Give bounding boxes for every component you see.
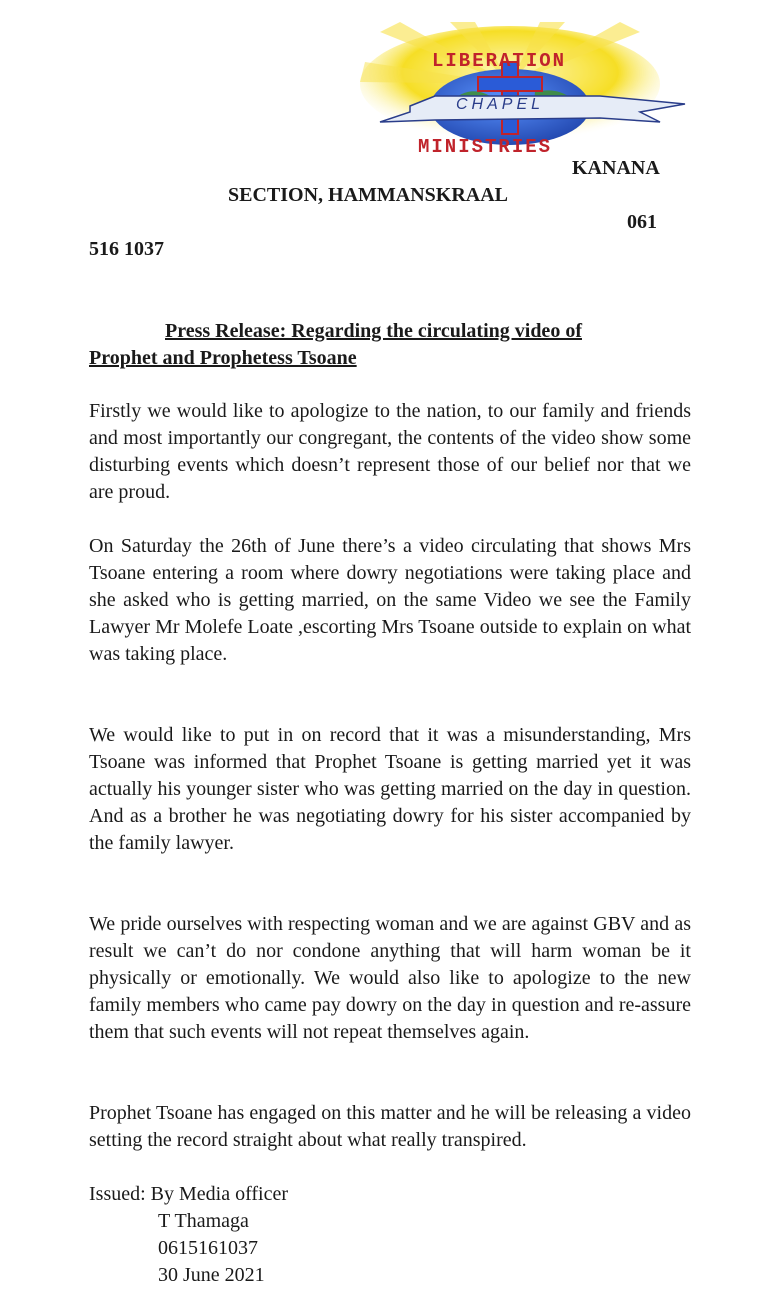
logo-text-chapel: CHAPEL xyxy=(456,96,545,113)
paragraph-5: Prophet Tsoane has engaged on this matter and he will be releasing a video setting the record straight about what really transpired. xyxy=(89,1102,691,1151)
address-line-1: KANANA xyxy=(572,157,660,179)
release-date: 30 June 2021 xyxy=(158,1264,265,1286)
phone-part-2: 516 1037 xyxy=(89,238,164,260)
paragraph-1: Firstly we would like to apologize to the nation, to our family and friends and most importantly our congregant, the contents of the video show some disturbing events which doesn’t represent those of our belief nor that we are proud. xyxy=(89,400,691,503)
officer-phone: 0615161037 xyxy=(158,1237,258,1259)
paragraph-2: On Saturday the 26th of June there’s a video circulating that shows Mrs Tsoane entering a room where dowry negotiations were taking place and she asked who is getting married, on the same Video we see the Family Lawyer Mr Molefe Loate ,escorting Mrs Tsoane outside to explain on what was taking place. xyxy=(89,535,691,665)
paragraph-4: We pride ourselves with respecting woman and we are against GBV and as result we can’t do nor condone anything that will harm woman be it physically or emotionally. We would also like to apologize to the new family members who came pay dowry on the day in question and re-assure them that such events will not repeat themselves again. xyxy=(89,913,691,1043)
paragraph-3: We would like to put in on record that it was a misunderstanding, Mrs Tsoane was informed that Prophet Tsoane is getting married yet it was actually his younger sister who was getting married on the day in question. And as a brother he was negotiating dowry for his sister accompanied by the family lawyer. xyxy=(89,724,691,854)
logo-text-top: LIBERATION xyxy=(432,50,567,72)
officer-name: T Thamaga xyxy=(158,1210,249,1232)
title-line-2: Prophet and Prophetess Tsoane xyxy=(89,347,357,369)
phone-part-1: 061 xyxy=(627,211,657,233)
logo-text-bottom: MINISTRIES xyxy=(418,136,553,158)
ministry-logo xyxy=(340,22,700,162)
issued-by: Issued: By Media officer xyxy=(89,1183,289,1205)
title-line-1: Press Release: Regarding the circulating video of xyxy=(165,320,582,342)
address-line-2: SECTION, HAMMANSKRAAL xyxy=(228,184,509,206)
